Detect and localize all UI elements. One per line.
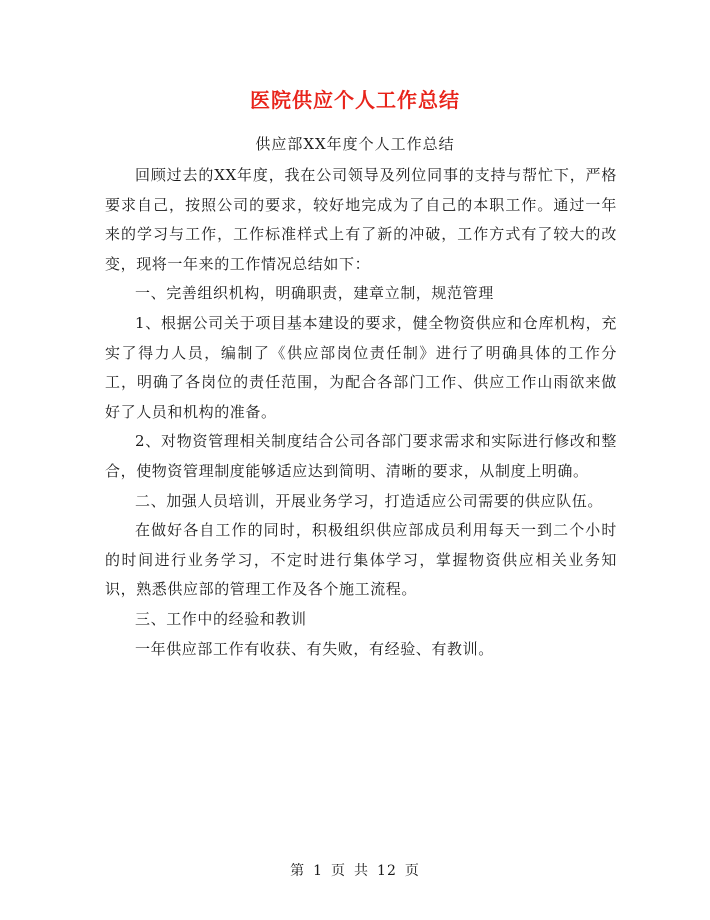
footer-suffix: 页 (404, 863, 420, 879)
page-footer (0, 860, 710, 880)
footer-total-word: 共 (354, 863, 370, 879)
heading-section-2: 二、加强人员培训，开展业务学习，打造适应公司需要的供应队伍。 (135, 491, 604, 510)
footer-page-word: 页 (331, 863, 347, 879)
footer-total-pages: 12 (377, 863, 397, 879)
document-title: 医院供应个人工作总结 (250, 88, 460, 112)
heading-section-3: 三、工作中的经验和教训 (135, 609, 307, 628)
paragraph-training: 在做好各自工作的同时，积极组织供应部成员利用每天一到二个小时的时间进行业务学习，不定时进行集体学习，掌握物资供应相关业务知识，熟悉供应部的管理工作及各个施工流程。 (105, 521, 617, 599)
paragraph-intro: 回顾过去的XX年度，我在公司领导及列位同事的支持与帮忙下，严格要求自己，按照公司的要求，较好地完成为了自己的本职工作。通过一年来的学习与工作，工作标准样式上有了新的冲破，工作方式有了较大的改变，现将一年来的工作情况总结如下： (105, 166, 617, 273)
footer-current-page: 1 (313, 863, 324, 879)
heading-section-1: 一、完善组织机构，明确职责，建章立制，规范管理 (135, 284, 494, 303)
document-subtitle: 供应部XX年度个人工作总结 (255, 135, 455, 153)
paragraph-item-1: 1、根据公司关于项目基本建设的要求，健全物资供应和仓库机构，充实了得力人员，编制了《供应部岗位责任制》进行了明确具体的工作分工，明确了各岗位的责任范围，为配合各部门工作、供应工作山雨欲来做好了人员和机构的准备。 (105, 313, 617, 421)
paragraph-experience: 一年供应部工作有收获、有失败，有经验、有教训。 (135, 639, 494, 658)
paragraph-item-2: 2、对物资管理相关制度结合公司各部门要求需求和实际进行修改和整合，使物资管理制度能够适应达到简明、清晰的要求，从制度上明确。 (105, 432, 617, 480)
document-body (105, 161, 617, 664)
footer-prefix: 第 (290, 863, 306, 879)
